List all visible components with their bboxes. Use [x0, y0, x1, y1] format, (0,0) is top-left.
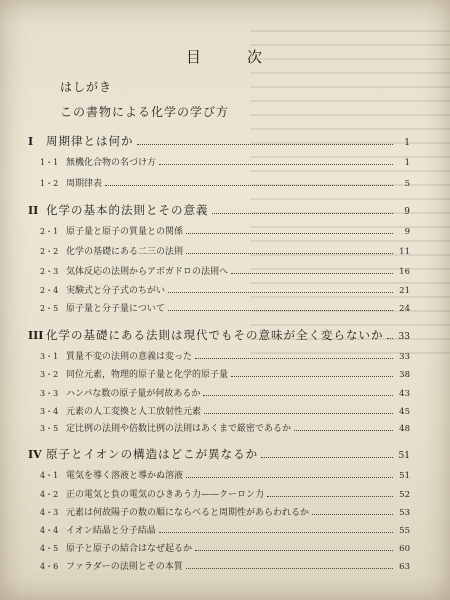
section-page: 45	[399, 407, 410, 417]
section-row	[40, 155, 410, 169]
section-row	[40, 367, 410, 381]
chapter-title: 原子とイオンの構造はどこが異なるか	[46, 447, 259, 461]
section-row	[40, 421, 410, 435]
section-number: 3・3	[40, 389, 59, 398]
section-number: 2・1	[40, 227, 59, 236]
section-title: 元素は何故陽子の数の順にならべると周期性があらわれるか	[66, 508, 310, 518]
dot-leader	[231, 375, 393, 377]
section-row	[40, 468, 410, 482]
section-row	[40, 523, 410, 537]
section-number: 1・1	[40, 158, 59, 167]
section-title: 周期律表	[66, 179, 103, 189]
section-title: 原子と原子の結合はなぜ起るか	[66, 544, 193, 554]
dot-leader	[168, 291, 393, 293]
section-title: 原子量と分子量について	[66, 304, 165, 314]
chapter-title: 化学の基本的法則とその意義	[46, 203, 209, 217]
section-title: 無機化合物の名づけ方	[66, 158, 157, 168]
section-row	[40, 244, 410, 258]
chapter-page: 33	[398, 332, 410, 342]
section-page: 43	[399, 389, 410, 399]
section-title: 気体反応の法則からアボガドロの法則へ	[66, 267, 229, 277]
section-row	[40, 224, 410, 238]
section-title: 原子量と原子の質量との関係	[66, 227, 184, 237]
dot-leader	[203, 394, 393, 396]
section-row	[40, 301, 410, 315]
section-row	[40, 505, 410, 519]
section-number: 4・1	[40, 471, 59, 480]
section-number: 2・4	[40, 286, 59, 295]
section-page: 11	[399, 247, 410, 257]
chapter-row	[28, 202, 410, 218]
dot-leader	[267, 495, 393, 497]
dot-leader	[137, 143, 394, 145]
section-page: 21	[399, 286, 410, 296]
chapter-page: 1	[404, 138, 410, 148]
dot-leader	[105, 184, 393, 186]
section-number: 1・2	[40, 179, 59, 188]
section-row	[40, 404, 410, 418]
section-title: 正の電気と負の電気のひきあう力——クーロン力	[66, 490, 265, 500]
chapter-number: IV	[28, 448, 42, 461]
section-number: 2・3	[40, 267, 59, 276]
dot-leader	[387, 337, 394, 339]
section-number: 4・3	[40, 508, 59, 517]
section-page: 24	[399, 304, 410, 314]
section-page: 63	[399, 562, 410, 572]
section-title: 質量不変の法則の意義は変った	[66, 352, 193, 362]
chapter-row	[28, 133, 410, 149]
chapter-number: I	[28, 135, 34, 148]
section-title: 化学の基礎にある二三の法則	[66, 247, 184, 257]
dot-leader	[312, 513, 393, 515]
section-title: 電気を導く溶液と導かぬ溶液	[66, 471, 184, 481]
section-row	[40, 559, 410, 573]
chapter-row	[28, 327, 410, 343]
section-title: 同位元素，物理的原子量と化学的原子量	[66, 370, 229, 380]
chapter-number: III	[28, 329, 44, 342]
chapter-row	[28, 446, 410, 462]
section-title: 元素の人工変換と人工放射性元素	[66, 407, 202, 417]
chapter-title: 化学の基礎にある法則は現代でもその意味が全く変らないか	[46, 328, 384, 342]
section-page: 1	[404, 158, 410, 168]
dot-leader	[186, 232, 393, 234]
section-row	[40, 386, 410, 400]
preface-entry: はしがき	[60, 80, 113, 94]
section-number: 4・2	[40, 490, 59, 499]
section-number: 4・4	[40, 526, 59, 535]
section-page: 52	[399, 490, 410, 500]
section-title: イオン結晶と分子結晶	[66, 526, 156, 536]
section-page: 51	[399, 471, 410, 481]
chapter-title: 周期律とは何か	[46, 134, 134, 148]
chapter-page: 9	[404, 207, 410, 217]
section-title: 実験式と分子式のちがい	[66, 286, 166, 296]
title-char-2: 次	[247, 48, 265, 66]
section-row	[40, 541, 410, 555]
section-row	[40, 487, 410, 501]
section-page: 9	[404, 227, 410, 237]
section-row	[40, 176, 410, 190]
section-page: 60	[399, 544, 410, 554]
chapter-number: II	[28, 204, 39, 217]
section-page: 33	[399, 352, 410, 362]
dot-leader	[186, 252, 393, 254]
section-page: 38	[399, 370, 410, 380]
section-number: 2・2	[40, 247, 59, 256]
section-number: 2・5	[40, 304, 59, 313]
section-number: 4・5	[40, 544, 59, 553]
section-page: 5	[404, 179, 410, 189]
section-number: 3・4	[40, 407, 59, 416]
section-number: 3・5	[40, 424, 59, 433]
dot-leader	[294, 429, 393, 431]
dot-leader	[168, 309, 393, 311]
section-page: 55	[399, 526, 410, 536]
dot-leader	[204, 412, 393, 414]
section-title: 定比例の法則や倍数比例の法則はあくまで厳密であるか	[66, 424, 292, 434]
section-row	[40, 349, 410, 363]
dot-leader	[159, 163, 393, 165]
dot-leader	[212, 212, 394, 214]
section-page: 16	[399, 267, 410, 277]
how-to-study-entry: この書物による化学の学び方	[60, 105, 230, 119]
page-title	[0, 46, 450, 67]
section-title: ハンパな数の原子量が何故あるか	[66, 389, 201, 399]
section-number: 3・2	[40, 370, 59, 379]
dot-leader	[159, 531, 393, 533]
section-page: 53	[399, 508, 410, 518]
dot-leader	[195, 549, 393, 551]
dot-leader	[195, 357, 393, 359]
section-row	[40, 264, 410, 278]
section-number: 3・1	[40, 352, 59, 361]
chapter-page: 51	[398, 451, 410, 461]
section-row	[40, 283, 410, 297]
title-char-1: 目	[185, 48, 203, 66]
dot-leader	[231, 272, 393, 274]
dot-leader	[186, 567, 393, 569]
section-page: 48	[399, 424, 410, 434]
section-title: ファラダーの法則とその本質	[66, 562, 183, 572]
dot-leader	[186, 476, 393, 478]
section-number: 4・6	[40, 562, 59, 571]
dot-leader	[261, 456, 393, 458]
